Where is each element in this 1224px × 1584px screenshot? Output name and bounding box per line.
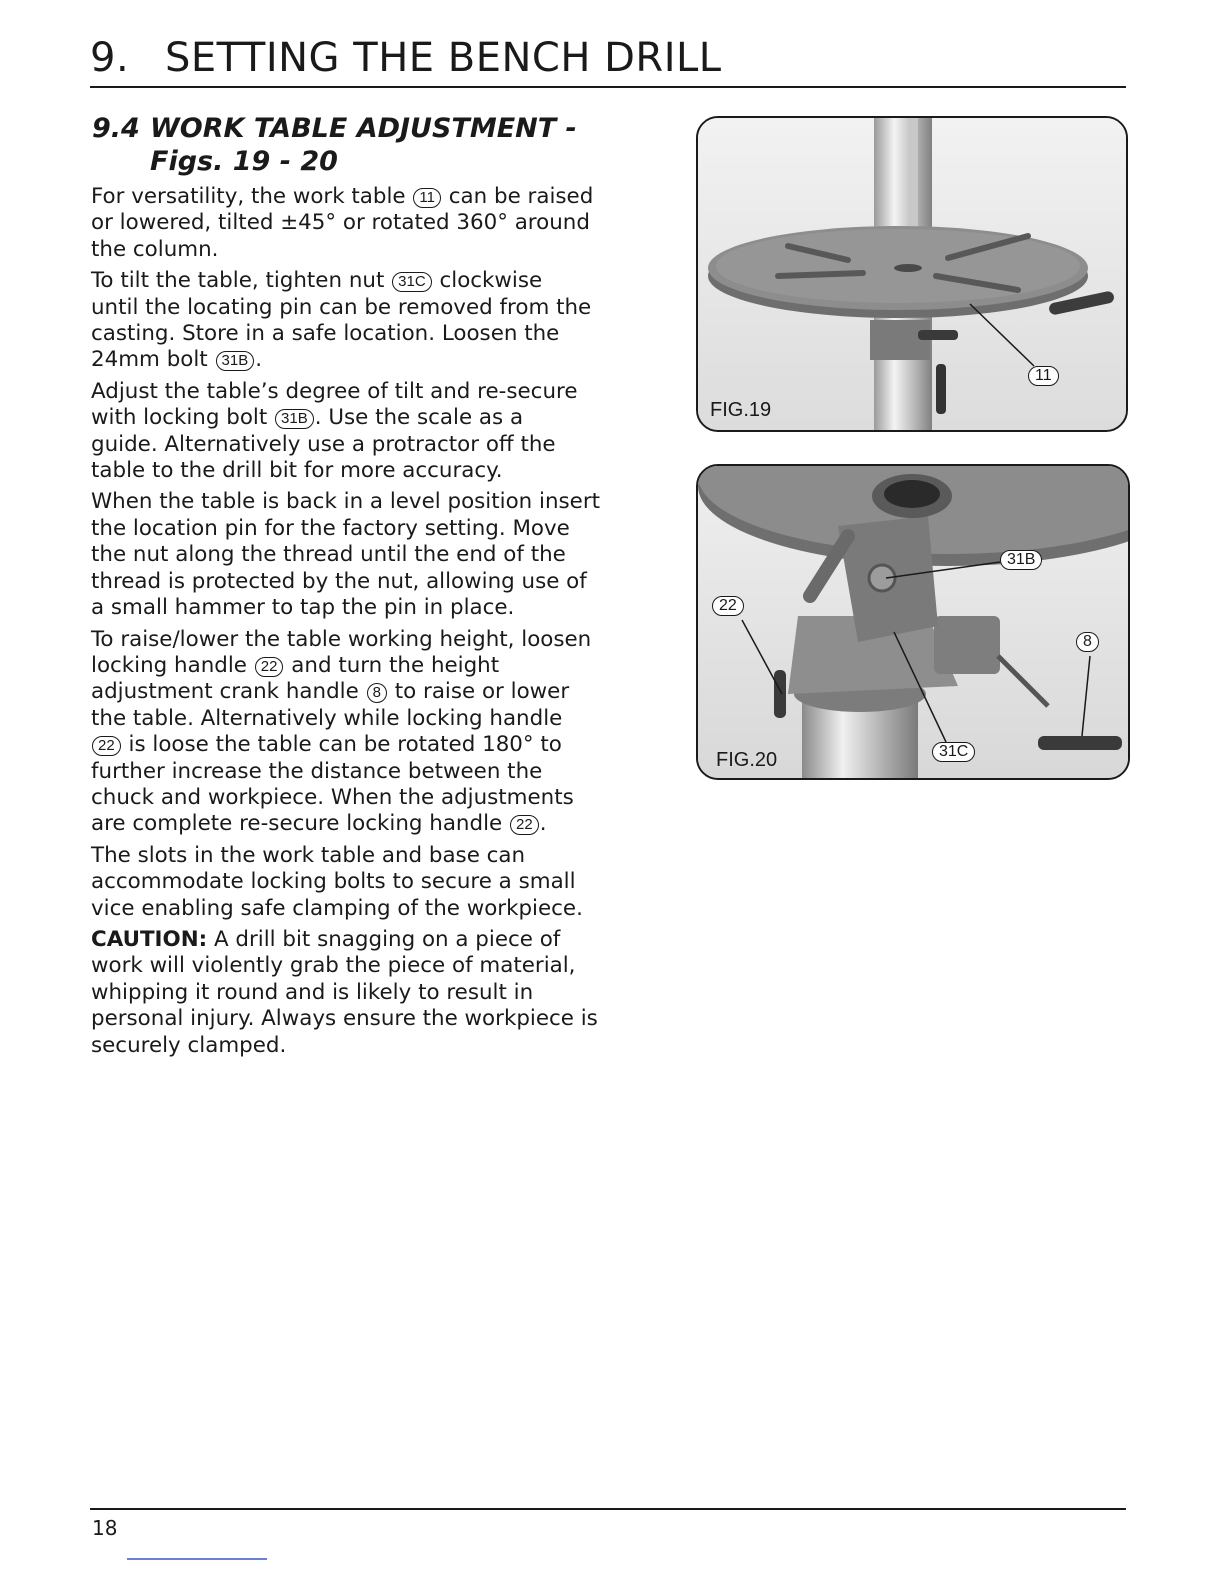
- text-line: table to the drill bit for more accuracy.: [91, 458, 503, 484]
- text-line: with locking bolt: [91, 405, 268, 431]
- figure-20-caption: FIG.20: [716, 749, 778, 771]
- text-line: the location pin for the factory setting. Move: [91, 515, 570, 541]
- text-line: casting. Store in a safe location. Loosen the: [91, 321, 560, 347]
- paragraph-tilt: [91, 268, 631, 374]
- part-ref-31c: 31C: [392, 272, 432, 292]
- text-line: the column.: [91, 236, 219, 262]
- text-line: can be raised: [448, 184, 594, 209]
- text-line: whipping it round and is likely to result in: [91, 979, 534, 1005]
- text-line: Adjust the table’s degree of tilt and re-secure: [91, 378, 578, 404]
- text-line: 24mm bolt: [91, 347, 208, 373]
- figure-19-caption: FIG.19: [710, 399, 772, 421]
- paragraph-raise-lower: [91, 627, 631, 838]
- text-line: For versatility, the work table: [91, 184, 406, 209]
- section-number: 9.4: [92, 113, 140, 144]
- text-line: work will violently grab the piece of material,: [91, 953, 576, 979]
- paragraph-adjust-tilt: [91, 379, 631, 485]
- footer-link-underline: [127, 1558, 267, 1560]
- caution-label: CAUTION:: [91, 926, 208, 952]
- text-line: until the locating pin can be removed from the: [91, 294, 592, 320]
- part-ref-8: 8: [367, 683, 387, 703]
- footer-rule: [90, 1508, 1126, 1510]
- text-line: accommodate locking bolts to secure a small: [91, 869, 576, 895]
- text-line: the table. Alternatively while locking handle: [91, 705, 563, 731]
- text-line: A drill bit snagging on a piece of: [213, 926, 561, 952]
- text-line: or lowered, tilted ±45° or rotated 360° around: [91, 210, 590, 236]
- paragraph-level-position: [91, 489, 631, 621]
- part-ref-31b: 31B: [275, 409, 314, 429]
- callout-31b: 31B: [1000, 550, 1042, 570]
- body-text: [91, 184, 631, 1064]
- text-line: clockwise: [439, 268, 543, 294]
- page-number: 18: [92, 1516, 118, 1540]
- part-ref-11: 11: [413, 188, 441, 208]
- text-line: personal injury. Always ensure the workpiece is: [91, 1006, 598, 1032]
- paragraph-slots: [91, 843, 631, 922]
- part-ref-22: 22: [255, 657, 284, 677]
- chapter-title-text: SETTING THE BENCH DRILL: [165, 35, 722, 81]
- text-line: The slots in the work table and base can: [91, 842, 526, 868]
- callout-8: 8: [1076, 632, 1099, 652]
- text-line: .: [255, 347, 263, 373]
- text-line: chuck and workpiece. When the adjustments: [91, 784, 574, 810]
- text-line: guide. Alternatively use a protractor off the: [91, 431, 556, 457]
- text-line: securely clamped.: [91, 1032, 287, 1058]
- chapter-title: [90, 34, 722, 82]
- text-line: a small hammer to tap the pin in place.: [91, 595, 515, 621]
- section-heading: [92, 112, 577, 178]
- callout-22: 22: [712, 596, 744, 616]
- part-ref-22: 22: [92, 736, 121, 756]
- text-line: .: [539, 811, 547, 837]
- text-line: adjustment crank handle: [91, 679, 359, 705]
- callout-11: 11: [1028, 366, 1059, 386]
- text-line: are complete re-secure locking handle: [91, 811, 503, 837]
- part-ref-22: 22: [510, 815, 539, 835]
- text-line: the nut along the thread until the end of the: [91, 542, 566, 568]
- figure-20: [696, 464, 1130, 780]
- text-line: To raise/lower the table working height, loosen: [91, 626, 592, 652]
- text-line: . Use the scale as a: [314, 405, 524, 431]
- header-rule: [90, 86, 1126, 88]
- text-line: thread is protected by the nut, allowing use of: [91, 568, 587, 594]
- text-line: to raise or lower: [394, 679, 570, 705]
- text-line: further increase the distance between the: [91, 758, 543, 784]
- text-line: locking handle: [91, 652, 247, 678]
- figure-19: [696, 116, 1128, 432]
- section-title-line2: Figs. 19 - 20: [150, 146, 338, 177]
- table-bracket-photo: [698, 466, 1128, 778]
- text-line: vice enabling safe clamping of the workpiece.: [91, 895, 583, 921]
- text-line: When the table is back in a level position insert: [91, 489, 601, 515]
- work-table-photo: [698, 118, 1126, 430]
- chapter-number: 9.: [90, 35, 130, 81]
- paragraph-versatility: [91, 184, 631, 263]
- section-title-line1: WORK TABLE ADJUSTMENT -: [150, 113, 577, 144]
- text-line: is loose the table can be rotated 180° to: [128, 732, 562, 758]
- paragraph-caution: [91, 927, 631, 1059]
- text-line: To tilt the table, tighten nut: [91, 268, 385, 294]
- callout-31c: 31C: [932, 742, 975, 762]
- part-ref-31b: 31B: [216, 351, 255, 371]
- text-line: and turn the height: [291, 652, 500, 678]
